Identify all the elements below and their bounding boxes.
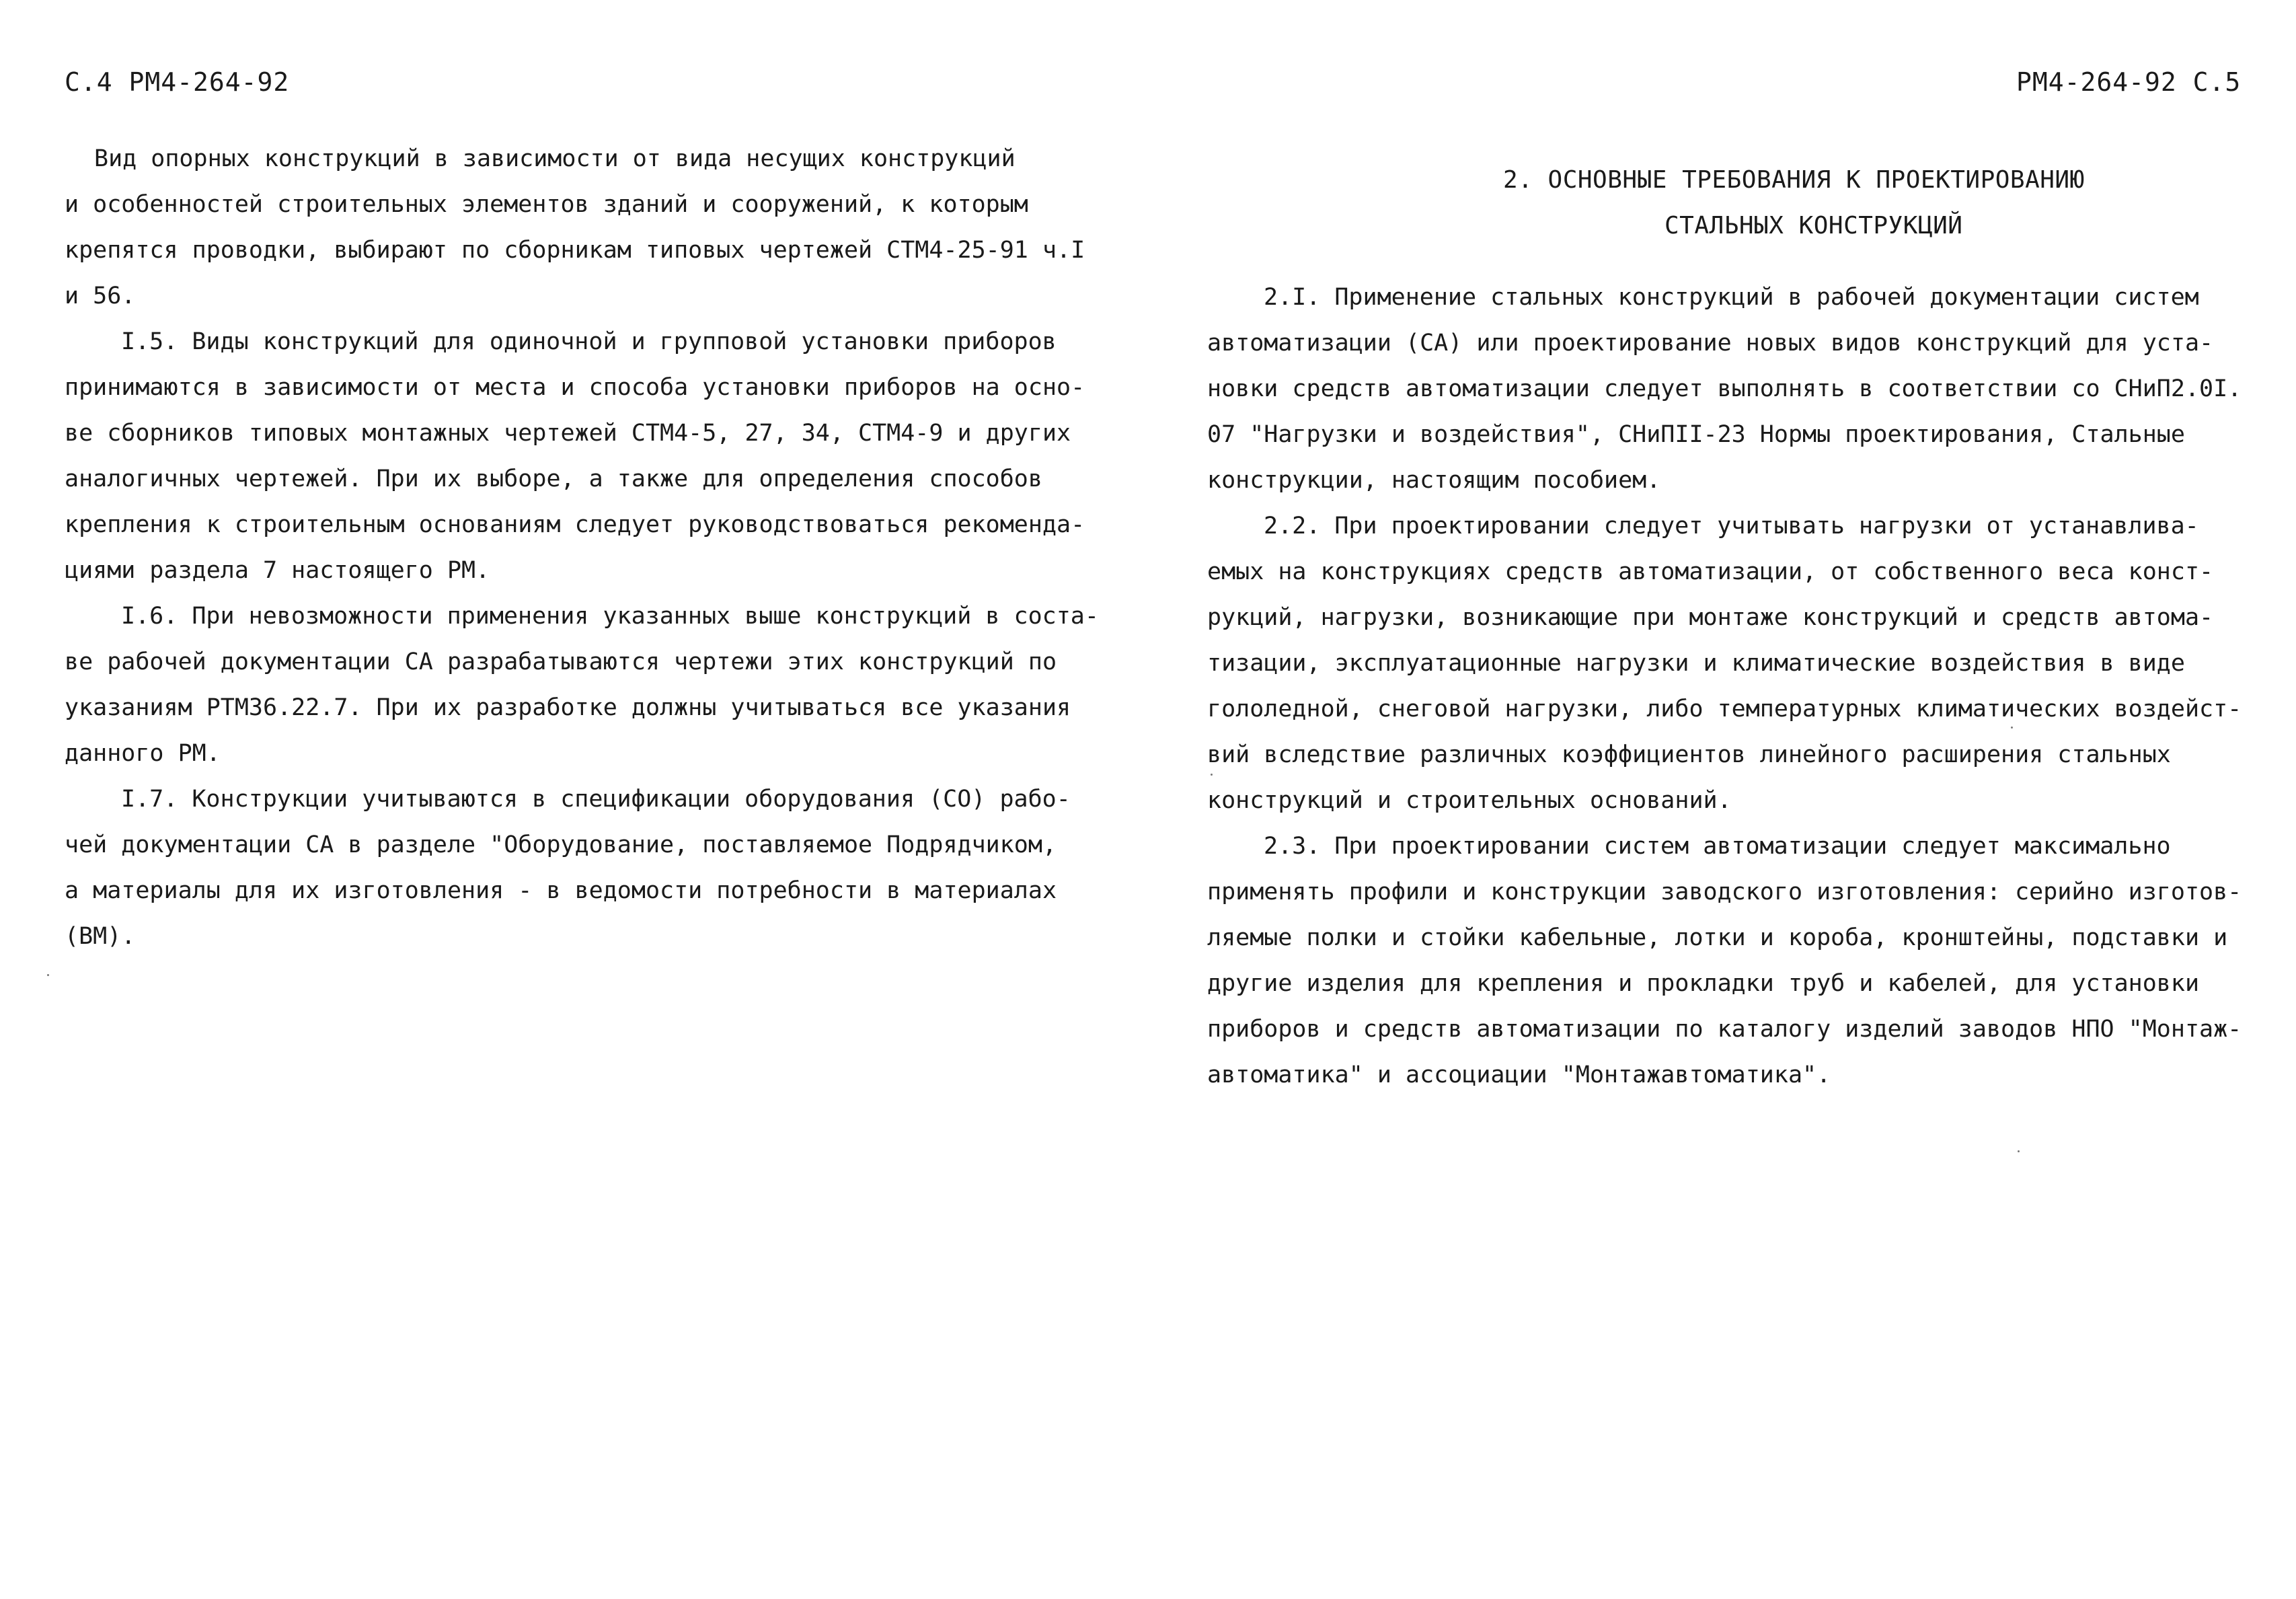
text-line: указаниям РТМ36.22.7. При их разработке должны учитываться все указания	[65, 694, 1071, 721]
section-2-3-start: 2.3. При проектировании систем автоматизации следует максимально	[1264, 833, 2171, 860]
text-line: чей документации СА в разделе "Оборудование, поставляемое Подрядчиком,	[65, 831, 1057, 858]
right-page-header: РМ4-264-92 С.5	[2016, 67, 2242, 97]
text-line: и особенностей строительных элементов зданий и сооружений, к которым	[65, 191, 1028, 218]
text-line: ляемые полки и стойки кабельные, лотки и короба, кронштейны, подставки и	[1207, 924, 2228, 951]
text-line: емых на конструкциях средств автоматизации, от собственного веса конст-	[1207, 558, 2214, 585]
text-line: крепятся проводки, выбирают по сборникам типовых чертежей СТМ4-25-91 ч.I	[65, 237, 1085, 264]
text-line: тизации, эксплуатационные нагрузки и климатические воздействия в виде	[1207, 650, 2185, 677]
section-2-2-start: 2.2. При проектировании следует учитывать нагрузки от устанавлива-	[1264, 513, 2199, 540]
scan-speck	[2018, 1150, 2020, 1152]
text-line: другие изделия для крепления и прокладки труб и кабелей, для установки	[1207, 970, 2200, 997]
text-line: аналогичных чертежей. При их выборе, а также для определения способов	[65, 466, 1042, 492]
text-line: (ВМ).	[65, 923, 136, 950]
text-line: рукций, нагрузки, возникающие при монтаже конструкций и средств автома-	[1207, 604, 2214, 631]
text-line: принимаются в зависимости от места и способа установки приборов на осно-	[65, 374, 1085, 401]
text-line: крепления к строительным основаниям следует руководствоваться рекоменда-	[65, 511, 1085, 538]
scan-speck	[2011, 727, 2013, 729]
text-line: применять профили и конструкции заводского изготовления: серийно изготов-	[1207, 879, 2242, 905]
text-line: гололедной, снеговой нагрузки, либо температурных климатических воздейст-	[1207, 696, 2242, 722]
text-line: конструкции, настоящим пособием.	[1207, 467, 1661, 494]
section-heading-continued: СТАЛЬНЫХ КОНСТРУКЦИЙ	[1664, 212, 1963, 239]
section-2-1-start: 2.I. Применение стальных конструкций в рабочей документации систем	[1264, 284, 2199, 311]
text-line: а материалы для их изготовления - в ведомости потребности в материалах	[65, 877, 1057, 904]
text-line: 07 "Нагрузки и воздействия", СНиПII-23 Нормы проектирования, Стальные	[1207, 421, 2185, 448]
scan-speck	[1211, 774, 1213, 776]
section-1-7-start: I.7. Конструкции учитываются в спецификации оборудования (СО) рабо-	[121, 786, 1071, 813]
text-line: автоматизации (СА) или проектирование новых видов конструкций для уста-	[1207, 330, 2214, 357]
section-heading: 2. ОСНОВНЫЕ ТРЕБОВАНИЯ К ПРОЕКТИРОВАНИЮ	[1503, 166, 2085, 194]
section-1-6-start: I.6. При невозможности применения указанных выше конструкций в соста-	[121, 603, 1099, 630]
text-line: Вид опорных конструкций в зависимости от вида несущих конструкций	[94, 145, 1016, 172]
text-line: и 56.	[65, 283, 136, 309]
text-line: конструкций и строительных оснований.	[1207, 787, 1732, 814]
text-line: новки средств автоматизации следует выполнять в соответствии со СНиП2.0I.	[1207, 375, 2242, 402]
section-1-5-start: I.5. Виды конструкций для одиночной и групповой установки приборов	[121, 328, 1057, 355]
text-line: вий вследствие различных коэффициентов линейного расширения стальных	[1207, 741, 2171, 768]
scan-speck	[47, 974, 49, 976]
text-line: ве рабочей документации СА разрабатываются чертежи этих конструкций по	[65, 648, 1057, 675]
text-line: данного РМ.	[65, 740, 221, 767]
text-line: циями раздела 7 настоящего РМ.	[65, 557, 490, 584]
left-page-header: С.4 РМ4-264-92	[65, 67, 290, 97]
text-line: приборов и средств автоматизации по каталогу изделий заводов НПО "Монтаж-	[1207, 1016, 2242, 1043]
text-line: ве сборников типовых монтажных чертежей СТМ4-5, 27, 34, СТМ4-9 и других	[65, 420, 1071, 447]
text-line: автоматика" и ассоциации "Монтажавтоматика".	[1207, 1062, 1831, 1088]
